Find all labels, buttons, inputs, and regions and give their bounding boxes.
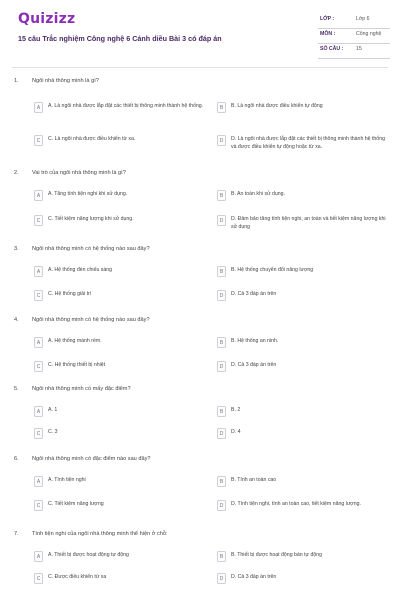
option-text: D. Là ngôi nhà được lắp đặt các thiết bị thông minh thành hệ thống và được điều khiển tự động hoặc từ xa. <box>231 136 385 150</box>
page-header <box>0 0 400 68</box>
option-letter-box: D <box>217 500 226 511</box>
option-letter-box: B <box>217 266 226 277</box>
option-text: C. 3 <box>48 429 58 435</box>
option-letter-box: D <box>217 573 226 584</box>
option-letter-box: A <box>34 266 43 277</box>
option-text: C. Tiết kiệm năng lượng khi sử dụng. <box>48 216 134 222</box>
option-letter-box: A <box>34 102 43 113</box>
option-letter-box: C <box>34 428 43 439</box>
question-number: 1. <box>14 78 19 84</box>
question-text: Ngôi nhà thông minh là gì? <box>32 78 99 84</box>
question-number: 5. <box>14 386 19 392</box>
question-number: 6. <box>14 456 19 462</box>
option-text: C. Hệ thống thiết bị nhiệt <box>48 362 106 368</box>
option-text: D. Cả 3 đáp án trên <box>231 362 277 368</box>
option-text: B. An toàn khi sử dụng. <box>231 191 285 197</box>
option-letter-box: A <box>34 190 43 201</box>
question-text: Ngôi nhà thông minh có hệ thống nào sau đây? <box>32 246 150 252</box>
option-letter-box: A <box>34 551 43 562</box>
option-text: D. Đảm bảo tăng tính tiện nghi, an toàn và tiết kiệm năng lượng khi sử dụng <box>231 216 386 230</box>
meta-key: MÔN : <box>320 31 336 37</box>
option-letter-box: B <box>217 551 226 562</box>
option-text: C. Là ngôi nhà được điều khiển từ xa. <box>48 136 136 142</box>
question-number: 2. <box>14 170 19 176</box>
option-letter-box: D <box>217 428 226 439</box>
meta-row-class <box>318 14 390 29</box>
option-text: A. 1 <box>48 407 58 413</box>
option-letter-box: B <box>217 102 226 113</box>
option-text: C. Tiết kiệm năng lượng <box>48 501 104 507</box>
quizizz-logo: Quizizz <box>18 11 76 27</box>
option-letter-box: C <box>34 361 43 372</box>
meta-key: LỚP : <box>320 16 335 22</box>
option-letter-box: C <box>34 135 43 146</box>
header-divider <box>12 67 388 68</box>
question-text: Ngôi nhà thông minh có đặc điểm nào sau đây? <box>32 456 151 462</box>
option-text: C. Được điều khiển từ xa <box>48 574 107 580</box>
question-text: Ngôi nhà thông minh có mấy đặc điểm? <box>32 386 131 392</box>
question-text: Tính tiện nghi của ngôi nhà thông minh thể hiện ở chỗ: <box>32 531 168 537</box>
option-letter-box: D <box>217 290 226 301</box>
question-number: 3. <box>14 246 19 252</box>
option-text: A. Hệ thống mành rèm. <box>48 338 102 344</box>
option-letter-box: C <box>34 215 43 226</box>
option-text: C. Hệ thống giải trí <box>48 291 92 297</box>
option-letter-box: D <box>217 135 226 146</box>
option-text: B. Là ngôi nhà được điều khiển tự động <box>231 103 323 109</box>
option-letter-box: A <box>34 337 43 348</box>
option-letter-box: D <box>217 361 226 372</box>
meta-row-count <box>318 44 390 59</box>
option-text: A. Tính tiện nghi <box>48 477 86 483</box>
option-text: A. Thiết bị được hoạt động tự động <box>48 552 129 558</box>
question-text: Ngôi nhà thông minh có hệ thống nào sau đây? <box>32 317 150 323</box>
option-text: B. Tính an toàn cao <box>231 477 277 483</box>
option-letter-box: C <box>34 500 43 511</box>
option-text: A. Là ngôi nhà được lắp đặt các thiết bị thông minh thành hệ thống. <box>48 103 204 109</box>
option-letter-box: B <box>217 337 226 348</box>
option-text: D. 4 <box>231 429 241 435</box>
meta-row-subject <box>318 29 390 44</box>
option-text: B. Hệ thống chuyển đổi năng lượng <box>231 267 314 273</box>
option-text: A. Hệ thống đèn chiếu sáng <box>48 267 113 273</box>
option-text: B. Thiết bị được hoạt động bán tự động <box>231 552 323 558</box>
question-number: 4. <box>14 317 19 323</box>
question-text: Vai trò của ngôi nhà thông minh là gì? <box>32 170 126 176</box>
option-letter-box: A <box>34 406 43 417</box>
meta-value: Công nghệ <box>356 31 382 37</box>
option-text: D. Tính tiện nghi, tính an toàn cao, tiết kiệm năng lượng. <box>231 501 361 507</box>
question-number: 7. <box>14 531 19 537</box>
option-letter-box: B <box>217 190 226 201</box>
option-text: A. Tăng tính tiện nghi khi sử dụng. <box>48 191 128 197</box>
option-text: B. 2 <box>231 407 241 413</box>
option-text: B. Hệ thống an ninh. <box>231 338 279 344</box>
meta-value: Lớp 6 <box>356 16 370 22</box>
option-letter-box: C <box>34 290 43 301</box>
option-letter-box: B <box>217 406 226 417</box>
option-letter-box: B <box>217 476 226 487</box>
option-letter-box: A <box>34 476 43 487</box>
option-text: D. Cả 3 đáp án trên <box>231 574 277 580</box>
page-title: 15 câu Trắc nghiệm Công nghệ 6 Cánh diều Bài 3 có đáp án <box>18 34 222 43</box>
meta-table <box>318 14 390 59</box>
option-letter-box: D <box>217 215 226 226</box>
option-letter-box: C <box>34 573 43 584</box>
meta-value: 15 <box>356 46 362 52</box>
option-text: D. Cả 3 đáp án trên <box>231 291 277 297</box>
meta-key: SỐ CÂU : <box>320 46 344 52</box>
